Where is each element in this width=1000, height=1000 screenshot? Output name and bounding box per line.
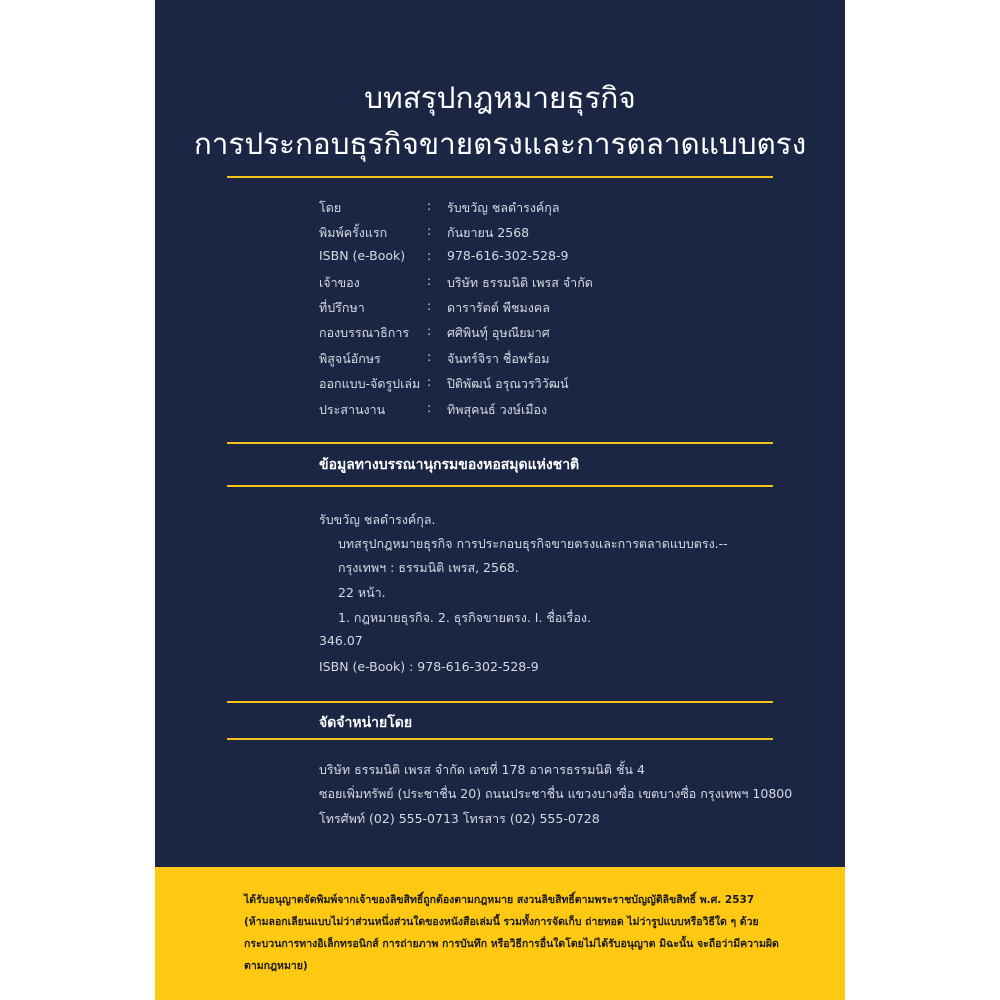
cip-pages: 22 หน้า. [338,585,386,600]
cip-author: รับขวัญ ชลดำรงค์กุล. [319,512,436,527]
divider-dist-bottom [227,738,773,740]
credit-value: รับขวัญ ชลดำรงค์กุล [447,200,560,215]
credit-colon: : [427,349,432,364]
credit-colon: : [427,198,432,213]
copyright-page [155,0,845,1000]
credit-label: พิมพ์ครั้งแรก [319,225,388,240]
credit-value: บริษัท ธรรมนิติ เพรส จำกัด [447,275,593,290]
credit-label: พิสูจน์อักษร [319,351,381,366]
copyright-line-3: กระบวนการทางอิเล็กทรอนิกส์ การถ่ายภาพ การบันทึก หรือวิธีการอื่นใดโดยไม่ได้รับอนุญาต มิฉะนั้น จะถือว่ามีความผิด [244,938,779,950]
credit-colon: : [427,248,432,263]
divider-dist-top [227,701,773,703]
divider-cip-top [227,442,773,444]
credit-label: ประสานงาน [319,402,386,417]
cip-publisher: กรุงเทพฯ : ธรรมนิติ เพรส, 2568. [338,560,519,575]
credit-colon: : [427,223,432,238]
credit-colon: : [427,374,432,389]
cip-subjects: 1. กฎหมายธุรกิจ. 2. ธุรกิจขายตรง. I. ชื่อเรื่อง. [338,610,591,625]
cip-isbn: ISBN (e-Book) : 978-616-302-528-9 [319,659,539,674]
credit-colon: : [427,298,432,313]
credit-value: ปิติพัฒน์ อรุณวรวิวัฒน์ [447,376,569,391]
cip-heading: ข้อมูลทางบรรณานุกรมของหอสมุดแห่งชาติ [319,457,580,473]
book-title-line-1: บทสรุปกฎหมายธุรกิจ [364,80,636,115]
cip-title: บทสรุปกฎหมายธุรกิจ การประกอบธุรกิจขายตรงและการตลาดแบบตรง.-- [338,536,728,551]
credit-value: ทิพสุคนธ์ วงษ์เมือง [447,402,548,417]
credit-label: กองบรรณาธิการ [319,325,410,340]
distribution-phone: โทรศัพท์ (02) 555-0713 โทรสาร (02) 555-0728 [319,811,600,826]
credit-value: 978-616-302-528-9 [447,248,569,263]
book-title-line-2: การประกอบธุรกิจขายตรงและการตลาดแบบตรง [193,126,807,161]
distribution-address-2: ซอยเพิ่มทรัพย์ (ประชาชื่น 20) ถนนประชาชื่น แขวงบางซื่อ เขตบางซื่อ กรุงเทพฯ 10800 [319,786,793,801]
credit-value: กันยายน 2568 [447,225,530,240]
credit-label: ที่ปรึกษา [319,300,365,315]
distribution-address-1: บริษัท ธรรมนิติ เพรส จำกัด เลขที่ 178 อาคารธรรมนิติ ชั้น 4 [319,762,645,777]
cip-class-number: 346.07 [319,633,363,648]
credit-value: จันทร์จิรา ชื่อพร้อม [447,351,550,366]
copyright-line-4: ตามกฎหมาย) [244,960,308,972]
copyright-notice-band [155,867,845,1000]
credit-colon: : [427,400,432,415]
distribution-heading: จัดจำหน่ายโดย [319,715,413,731]
credit-label: ออกแบบ-จัดรูปเล่ม [319,376,421,391]
credit-colon: : [427,273,432,288]
divider-title [227,176,773,178]
credit-value: ศศิพินทุ์ อุษณียมาศ [447,325,550,340]
credit-colon: : [427,323,432,338]
credit-label: โดย [319,200,342,215]
credit-value: ดารารัตต์ พืชมงคล [447,300,550,315]
divider-cip-bottom [227,485,773,487]
credit-label: ISBN (e-Book) [319,248,406,263]
copyright-line-2: (ห้ามลอกเลียนแบบไม่ว่าส่วนหนึ่งส่วนใดของหนังสือเล่มนี้ รวมทั้งการจัดเก็บ ถ่ายทอด ไม่ว่ารูปแบบหรือวิธีใด ๆ ด้วย [244,916,759,928]
copyright-line-1: ได้รับอนุญาตจัดพิมพ์จากเจ้าของลิขสิทธิ์ถูกต้องตามกฎหมาย สงวนลิขสิทธิ์ตามพระราชบัญญัติลิขสิทธิ์ พ.ศ. 2537 [244,894,755,906]
credit-label: เจ้าของ [319,275,360,290]
